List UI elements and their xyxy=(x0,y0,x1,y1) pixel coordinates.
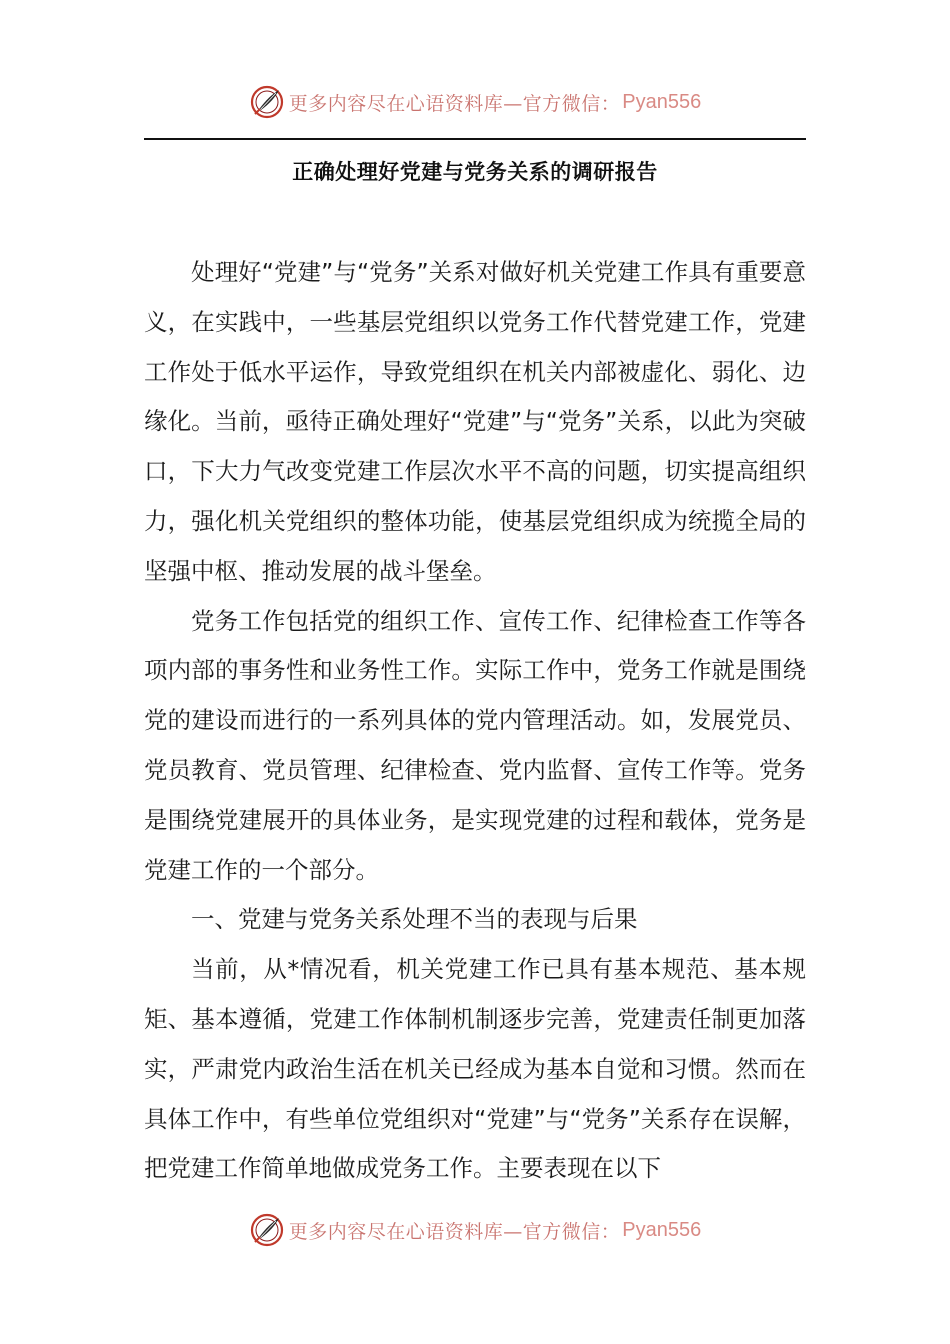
header-banner-text: 更多内容尽在心语资料库—官方微信： xyxy=(288,92,621,115)
footer-banner-text: 更多内容尽在心语资料库—官方微信： xyxy=(288,1220,621,1243)
header-divider xyxy=(144,138,806,140)
footer-wechat-id: Pyan556 xyxy=(622,1218,702,1241)
quill-logo-icon xyxy=(249,1212,285,1248)
paragraph-1: 处理好“党建”与“党务”关系对做好机关党建工作具有重要意义，在实践中，一些基层党组织以党务工作代替党建工作，党建工作处于低水平运作，导致党组织在机关内部被虚化、弱化、边缘化。当前，亟待正确处理好“党建”与“党务”关系，以此为突破口，下大力气改变党建工作层次水平不高的问题，切实提高组织力，强化机关党组织的整体功能，使基层党组织成为统揽全局的坚强中枢、推动发展的战斗堡垒。 xyxy=(144,258,806,585)
header-banner xyxy=(0,82,950,122)
paragraph-2: 党务工作包括党的组织工作、宣传工作、纪律检查工作等各项内部的事务性和业务性工作。实际工作中，党务工作就是围绕党的建设而进行的一系列具体的党内管理活动。如，发展党员、党员教育、党员管理、纪律检查、党内监督、宣传工作等。党务是围绕党建展开的具体业务，是实现党建的过程和载体，党务是党建工作的一个部分。 xyxy=(144,606,806,884)
paragraph-3: 当前，从*情况看，机关党建工作已具有基本规范、基本规矩、基本遵循，党建工作体制机制逐步完善，党建责任制更加落实，严肃党内政治生活在机关已经成为基本自觉和习惯。然而在具体工作中，有些单位党组织对“党建”与“党务”关系存在误解，把党建工作简单地做成党务工作。主要表现在以下 xyxy=(144,955,806,1183)
page-title: 正确处理好党建与党务关系的调研报告 xyxy=(292,160,658,184)
document-body xyxy=(144,248,806,1194)
section-heading-1: 一、党建与党务关系处理不当的表现与后果 xyxy=(191,905,638,934)
header-wechat-id: Pyan556 xyxy=(622,90,702,113)
footer-banner xyxy=(0,1210,950,1250)
quill-logo-icon xyxy=(249,84,285,120)
